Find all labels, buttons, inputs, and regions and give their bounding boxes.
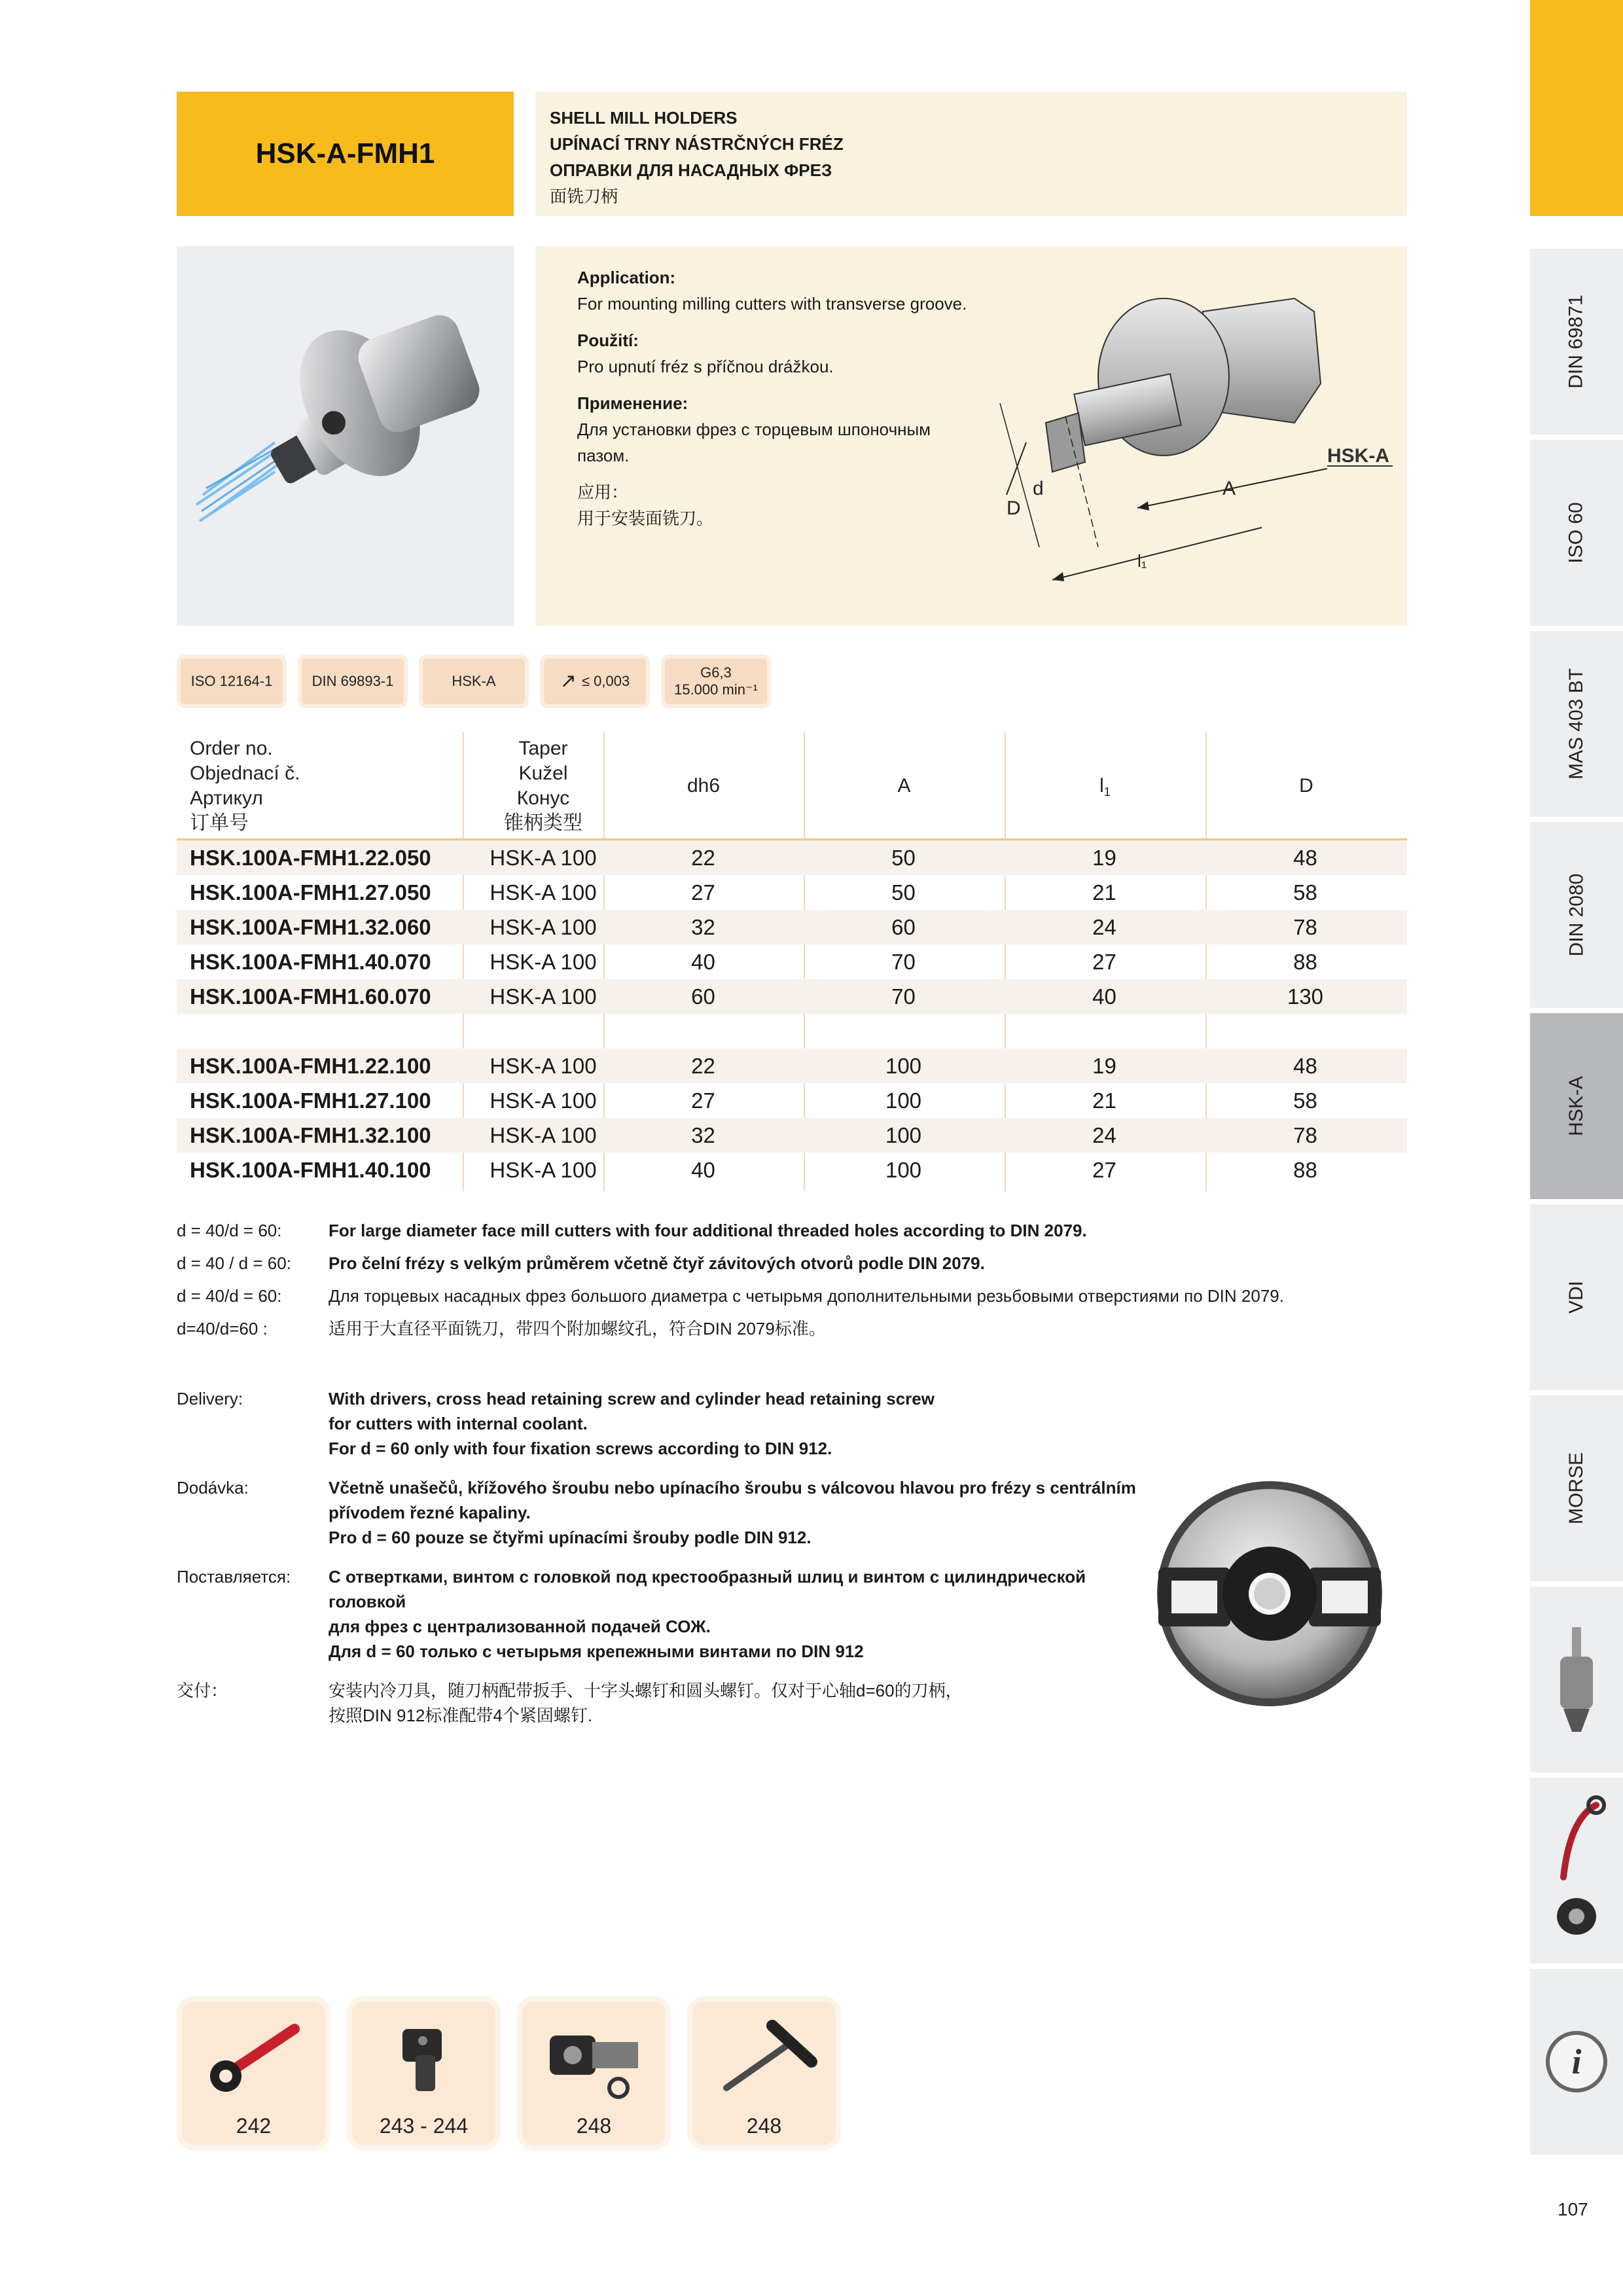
tab-label: HSK-A <box>1565 1076 1587 1136</box>
cell-D: 78 <box>1293 915 1317 939</box>
application-text-en: For mounting milling cutters with transverse groove. <box>577 294 967 314</box>
note-zh <box>177 1312 1322 1345</box>
cell-l1: 27 <box>1092 1158 1116 1182</box>
sidebar-tab-morse[interactable] <box>1530 1393 1623 1581</box>
header-taper-ru: Конус <box>516 787 570 809</box>
note-ru <box>177 1280 1322 1312</box>
cell-order-no: HSK.100A-FMH1.32.060 <box>190 915 431 939</box>
accessory-card-wrench[interactable] <box>177 1996 330 2150</box>
tab-label: DIN 2080 <box>1565 873 1587 957</box>
delivery-zh <box>177 1678 1158 1728</box>
header-taper-zh: 锥柄类型 <box>504 812 582 834</box>
cell-order-no: HSK.100A-FMH1.60.070 <box>190 984 431 1009</box>
tab-label: MAS 403 BT <box>1565 668 1588 780</box>
table-row <box>177 1153 1407 1187</box>
application-box <box>535 246 1407 626</box>
cell-dh6: 40 <box>691 1158 715 1182</box>
cell-A: 100 <box>885 1088 922 1113</box>
cell-taper: HSK-A 100 <box>490 1088 597 1113</box>
runout-value: ≤ 0,003 <box>581 673 630 689</box>
delivery-line: С отвертками, винтом с головкой под крестообразный шлиц и винтом с цилиндрической головкой <box>329 1567 1086 1611</box>
cell-order-no: HSK.100A-FMH1.22.050 <box>190 846 431 870</box>
accessory-page-number: 248 <box>576 2114 612 2138</box>
cell-order-no: HSK.100A-FMH1.40.100 <box>190 1158 431 1182</box>
cell-taper: HSK-A 100 <box>490 950 597 974</box>
page-number: 107 <box>1558 2199 1588 2219</box>
sidebar-tab-drill-chuck[interactable] <box>1530 1584 1623 1772</box>
badge-hsk-a: HSK-A <box>419 655 529 708</box>
header-D: D <box>1299 775 1313 797</box>
subtitle-cz: UPÍNACÍ TRNY NÁSTRČNÝCH FRÉZ <box>550 134 844 154</box>
cell-order-no: HSK.100A-FMH1.32.100 <box>190 1123 431 1147</box>
notes <box>177 1214 1322 1345</box>
sidebar-tab-hsk-a[interactable] <box>1530 1011 1623 1199</box>
note-key: d = 40 / d = 60: <box>177 1253 291 1273</box>
cell-D: 88 <box>1293 1158 1317 1182</box>
cell-A: 100 <box>885 1123 922 1147</box>
delivery-line: With drivers, cross head retaining screw and cylinder head retaining screw <box>329 1389 935 1408</box>
application-label-zh: 应用： <box>577 482 629 502</box>
delivery-line: přívodem řezné kapaliny. <box>329 1503 531 1522</box>
header-order-zh: 订单号 <box>190 812 249 834</box>
table-row <box>177 979 1407 1014</box>
accessory-page-number: 243 - 244 <box>379 2114 469 2138</box>
header-order-no <box>190 732 300 840</box>
badge-balance <box>661 655 771 708</box>
product-table <box>177 732 1407 1187</box>
table-row <box>177 944 1407 979</box>
delivery-line: Для d = 60 только с четырьмя крепежными винтами по DIN 912 <box>329 1641 864 1661</box>
header-dh6: dh6 <box>687 775 721 797</box>
retaining-screw-icon <box>537 2016 651 2101</box>
note-cz <box>177 1247 1322 1280</box>
cell-taper: HSK-A 100 <box>490 984 597 1009</box>
sidebar-tab-iso-60[interactable] <box>1530 437 1623 626</box>
application-label-en: Application: <box>577 268 676 287</box>
note-text: Pro čelní frézy s velkým průměrem včetně čtyř závitových otvorů podle DIN 2079. <box>329 1253 985 1273</box>
holder-photo-illustration <box>177 246 514 626</box>
info-icon <box>1544 2029 1609 2094</box>
table-row <box>177 1083 1407 1118</box>
sidebar-tab-accessories[interactable] <box>1530 1775 1623 1964</box>
cell-A: 100 <box>885 1158 922 1182</box>
delivery-key: Поставляется: <box>177 1567 291 1587</box>
badge-din-69893: DIN 69893-1 <box>298 655 408 708</box>
cell-A: 50 <box>891 880 916 905</box>
sidebar-accent <box>1530 0 1623 216</box>
sidebar-tab-info[interactable] <box>1530 1966 1623 2155</box>
subtitle-ru: ОПРАВКИ ДЛЯ НАСАДНЫХ ФРЕЗ <box>550 160 832 180</box>
application-text-zh: 用于安装面铣刀。 <box>577 509 714 528</box>
table-header <box>177 732 1407 840</box>
cell-taper: HSK-A 100 <box>490 915 597 939</box>
application-label-cz: Použití: <box>577 331 639 350</box>
subtitle-en: SHELL MILL HOLDERS <box>550 108 738 128</box>
cell-l1: 19 <box>1092 1054 1116 1078</box>
header-taper-cz: Kužel <box>518 762 568 784</box>
delivery-key: 交付： <box>177 1681 228 1700</box>
driver-key-icon <box>366 2016 481 2101</box>
cell-taper: HSK-A 100 <box>490 880 597 905</box>
tab-label: MORSE <box>1565 1452 1587 1525</box>
table-row <box>177 1049 1407 1083</box>
delivery-key: Dodávka: <box>177 1478 249 1498</box>
header-order-cz: Objednací č. <box>190 762 300 784</box>
adapter-face-photo <box>1152 1476 1387 1712</box>
cell-D: 48 <box>1293 1054 1317 1078</box>
sidebar-tab-din-2080[interactable] <box>1530 819 1623 1008</box>
header-l1-sub: 1 <box>1103 785 1111 798</box>
header-order-ru: Артикул <box>190 787 263 809</box>
header-order-en: Order no. <box>190 738 273 759</box>
cell-D: 78 <box>1293 1123 1317 1147</box>
table-spacer-row <box>177 1014 1407 1049</box>
cell-order-no: HSK.100A-FMH1.22.100 <box>190 1054 431 1078</box>
header-taper-en: Taper <box>518 738 568 759</box>
accessory-page-number: 242 <box>236 2114 272 2138</box>
header-taper <box>471 732 615 840</box>
cell-D: 58 <box>1293 880 1317 905</box>
badge-runout <box>540 655 650 708</box>
note-en <box>177 1214 1322 1247</box>
subtitle-zh: 面铣刀柄 <box>550 187 618 206</box>
cell-l1: 21 <box>1092 1088 1116 1113</box>
delivery-line: 安装内冷刀具，随刀柄配带扳手、十字头螺钉和圆头螺钉。仅对于心轴d=60的刀柄， <box>329 1681 963 1700</box>
cell-taper: HSK-A 100 <box>490 1123 597 1147</box>
drill-chuck-icon <box>1547 1621 1606 1738</box>
dim-D-label: D <box>1007 497 1021 519</box>
cell-order-no: HSK.100A-FMH1.40.070 <box>190 950 431 974</box>
sidebar-tab-mas-403-bt[interactable] <box>1530 628 1623 817</box>
accessory-page-number: 248 <box>746 2114 782 2138</box>
delivery-line: For d = 60 only with four fixation screws according to DIN 912. <box>329 1439 832 1458</box>
delivery-line: 按照DIN 912标准配带4个紧固螺钉. <box>329 1706 593 1725</box>
delivery-line: для фрез с централизованной подачей СОЖ. <box>329 1617 711 1636</box>
cell-dh6: 60 <box>691 984 715 1009</box>
sidebar-tab-vdi[interactable] <box>1530 1202 1623 1390</box>
accessory-card-screw[interactable] <box>517 1996 671 2150</box>
cell-l1: 24 <box>1092 915 1116 939</box>
cell-dh6: 27 <box>691 1088 715 1113</box>
table-body <box>177 840 1407 1187</box>
t-handle-key-icon <box>707 2016 821 2101</box>
cell-dh6: 22 <box>691 846 715 870</box>
header-l1 <box>1005 732 1205 840</box>
application-text <box>577 264 996 542</box>
cell-D: 58 <box>1293 1088 1317 1113</box>
application-text-cz: Pro upnutí fréz s příčnou drážkou. <box>577 357 834 376</box>
cell-D: 130 <box>1287 984 1324 1009</box>
cell-A: 50 <box>891 846 916 870</box>
delivery-key: Delivery: <box>177 1389 243 1408</box>
table-row <box>177 910 1407 944</box>
cell-order-no: HSK.100A-FMH1.27.050 <box>190 880 431 905</box>
tab-label: VDI <box>1565 1280 1587 1314</box>
delivery-line: Včetně unašečů, křížového šroubu nebo upínacího šroubu s válcovou hlavou pro frézy s centrálním <box>329 1478 1136 1498</box>
svg-text:i: i <box>1571 2042 1582 2081</box>
wrench-nut-icon <box>1544 1792 1609 1949</box>
note-key: d=40/d=60 : <box>177 1319 268 1338</box>
tab-label: DIN 69871 <box>1565 295 1587 389</box>
balance-grade: G6,3 <box>700 664 732 681</box>
cell-D: 88 <box>1293 950 1317 974</box>
table-row <box>177 875 1407 910</box>
table-row <box>177 840 1407 875</box>
runout-arrow-icon: ↗ <box>560 670 577 692</box>
technical-drawing <box>987 272 1393 613</box>
cell-A: 100 <box>885 1054 922 1078</box>
dim-d-label: d <box>1033 478 1044 499</box>
delivery-ru <box>177 1564 1158 1664</box>
cell-l1: 24 <box>1092 1123 1116 1147</box>
delivery-line: Pro d = 60 pouze se čtyřmi upínacími šrouby podle DIN 912. <box>329 1528 812 1547</box>
delivery-en <box>177 1386 1158 1461</box>
note-text: Для торцевых насадных фрез большого диаметра с четырьмя дополнительными резьбовыми отверстиями по DIN 2079. <box>329 1286 1284 1306</box>
cell-taper: HSK-A 100 <box>490 846 597 870</box>
cell-A: 70 <box>891 950 916 974</box>
cell-D: 48 <box>1293 846 1317 870</box>
accessory-card-driver[interactable] <box>347 1996 501 2150</box>
application-label-ru: Применение: <box>577 393 688 413</box>
cell-dh6: 27 <box>691 880 715 905</box>
note-key: d = 40/d = 60: <box>177 1286 282 1306</box>
wrench-icon <box>196 2016 311 2101</box>
accessory-card-hex-key[interactable] <box>687 1996 841 2150</box>
cell-taper: HSK-A 100 <box>490 1054 597 1078</box>
application-text-ru-1: Для установки фрез с торцевым шпоночным <box>577 420 931 439</box>
subtitle-box <box>535 92 1407 216</box>
cell-dh6: 22 <box>691 1054 715 1078</box>
dim-A-label: A <box>1222 478 1236 499</box>
cell-l1: 27 <box>1092 950 1116 974</box>
table-row <box>177 1118 1407 1153</box>
cell-l1: 21 <box>1092 880 1116 905</box>
cell-l1: 19 <box>1092 846 1116 870</box>
sidebar-tab-din-69871[interactable] <box>1530 246 1623 435</box>
delivery-section <box>177 1386 1158 1742</box>
header-A: A <box>897 775 911 797</box>
cell-dh6: 32 <box>691 1123 715 1147</box>
tab-label: ISO 60 <box>1565 502 1587 564</box>
cell-dh6: 40 <box>691 950 715 974</box>
note-key: d = 40/d = 60: <box>177 1221 282 1240</box>
cell-order-no: HSK.100A-FMH1.27.100 <box>190 1088 431 1113</box>
cell-taper: HSK-A 100 <box>490 1158 597 1182</box>
balance-speed: 15.000 min⁻¹ <box>674 681 758 698</box>
page-title: HSK-A-FMH1 <box>177 92 514 216</box>
badge-iso-12164: ISO 12164-1 <box>177 655 287 708</box>
note-text: 适用于大直径平面铣刀，带四个附加螺纹孔，符合DIN 2079标准。 <box>329 1319 826 1338</box>
delivery-cz <box>177 1475 1158 1550</box>
cell-A: 60 <box>891 915 916 939</box>
cell-A: 70 <box>891 984 916 1009</box>
delivery-line: for cutters with internal coolant. <box>329 1414 588 1433</box>
cell-dh6: 32 <box>691 915 715 939</box>
dim-l1-label: l₁ <box>1137 551 1147 571</box>
product-photo <box>177 246 514 626</box>
header-l1-main: l <box>1099 775 1104 797</box>
note-text: For large diameter face mill cutters with four additional threaded holes according to DIN 2079. <box>329 1221 1087 1240</box>
hsk-a-drawing-label: HSK-A <box>1327 445 1389 467</box>
cell-l1: 40 <box>1092 984 1116 1009</box>
application-text-ru-2: пазом. <box>577 446 630 465</box>
